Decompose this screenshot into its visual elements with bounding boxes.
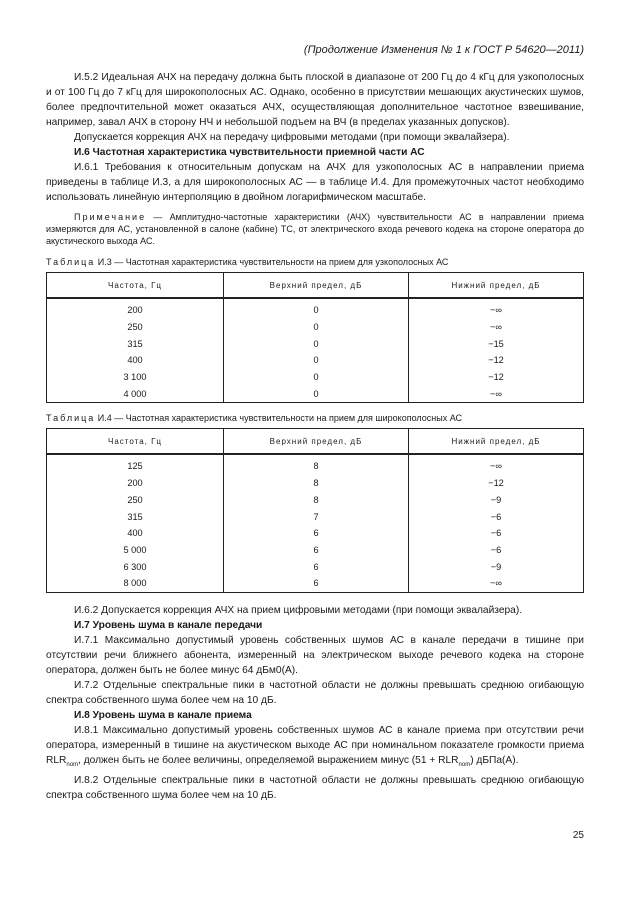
cell: 0 <box>224 319 409 336</box>
cell: 200 <box>47 298 224 319</box>
table-i-4-caption <box>46 413 584 423</box>
cell: −∞ <box>409 575 584 592</box>
subscript-nom: nom <box>458 761 471 768</box>
cell: −12 <box>409 475 584 492</box>
column-header-lower-limit: Нижний предел, дБ <box>409 429 584 455</box>
cell: 0 <box>224 369 409 386</box>
cell: 0 <box>224 335 409 352</box>
cell: −12 <box>409 352 584 369</box>
table-row <box>47 542 584 559</box>
cell: 0 <box>224 385 409 402</box>
table-i-4 <box>46 428 584 593</box>
cell: −6 <box>409 525 584 542</box>
paragraph-i-6-1: И.6.1 Требования к относительным допускам на АЧХ для узкополосных АС в направлении приема приведены в таблице И.3, а для широкополосных АС — в таблице И.4. Для промежуточных частот необходимо использовать линейную интерполяцию в двойном логарифмическом масштабе. <box>46 162 584 203</box>
p7-part-b: , должен быть не более величины, определяемой выражением минус (51 + RLR <box>78 754 459 766</box>
cell: −6 <box>409 542 584 559</box>
table-row <box>47 319 584 336</box>
table-row <box>47 525 584 542</box>
cell: 6 <box>224 575 409 592</box>
cell: 8 000 <box>47 575 224 592</box>
paragraph-i-8-1 <box>46 723 584 773</box>
column-header-upper-limit: Верхний предел, дБ <box>224 429 409 455</box>
heading-i-8: И.8 Уровень шума в канале приема <box>74 709 252 721</box>
cell: 400 <box>47 525 224 542</box>
paragraph-correction-tx: Допускается коррекция АЧХ на передачу цифровыми методами (при помощи эквалайзера). <box>74 132 510 143</box>
table-row <box>47 492 584 509</box>
cell: 6 <box>224 558 409 575</box>
table-row <box>47 335 584 352</box>
table-row <box>47 385 584 402</box>
running-header: (Продолжение Изменения № 1 к ГОСТ Р 54620—2011) <box>303 44 584 56</box>
cell: 8 <box>224 475 409 492</box>
table-label: Таблица <box>46 413 96 424</box>
cell: 8 <box>224 454 409 475</box>
table-row <box>47 454 584 475</box>
cell: −9 <box>409 492 584 509</box>
cell: −9 <box>409 558 584 575</box>
cell: 0 <box>224 298 409 319</box>
cell: −6 <box>409 508 584 525</box>
column-header-frequency: Частота, Гц <box>47 273 224 299</box>
table-row <box>47 369 584 386</box>
cell: 400 <box>47 352 224 369</box>
cell: 200 <box>47 475 224 492</box>
cell: 315 <box>47 508 224 525</box>
cell: −∞ <box>409 385 584 402</box>
cell: 0 <box>224 352 409 369</box>
note-text: — Амплитудно-частотные характеристики (АЧХ) чувствительности АС в направлении приема измеряются для АС, установленной в салоне (кабине) ТС, от электрического входа речевого кодека на стороне оператора до акустического выхода АС. <box>46 212 584 246</box>
cell: 6 <box>224 542 409 559</box>
cell: −∞ <box>409 454 584 475</box>
column-header-upper-limit: Верхний предел, дБ <box>224 273 409 299</box>
page-number: 25 <box>572 830 584 841</box>
document-page <box>46 44 584 803</box>
table-row <box>47 558 584 575</box>
paragraph-i-6-2: И.6.2 Допускается коррекция АЧХ на прием цифровыми методами (при помощи эквалайзера). <box>74 604 523 616</box>
cell: 315 <box>47 335 224 352</box>
table-row <box>47 298 584 319</box>
cell: 3 100 <box>47 369 224 386</box>
cell: 6 <box>224 525 409 542</box>
p7-part-a: И.8.1 Максимально допустимый уровень собственных шумов АС в канале приема при отсутствии речи оператора, измеренный в тишине на акустическом выходе АС при номинальном показателе громкости приема RLR <box>46 724 584 766</box>
cell: 250 <box>47 492 224 509</box>
cell: 125 <box>47 454 224 475</box>
cell: −12 <box>409 369 584 386</box>
table-row <box>47 352 584 369</box>
cell: 8 <box>224 492 409 509</box>
table-i-3 <box>46 272 584 403</box>
heading-i-6: И.6 Частотная характеристика чувствительности приемной части АС <box>74 147 425 158</box>
subscript-nom: nom <box>66 761 79 768</box>
cell: 250 <box>47 319 224 336</box>
paragraph-i-5-2: И.5.2 Идеальная АЧХ на передачу должна быть плоской в диапазоне от 200 Гц до 4 кГц для узкополосных и от 100 Гц до 7 кГц для широкополосных АС. Однако, особенно в присутствии мешающих акустических шумов, более предпочтительной может оказаться АЧХ, осуществляющая дополнительное частотное взвешивание, например, завал АЧХ в сторону НЧ и небольшой подъем на ВЧ (в пределах указанных допусков). <box>46 72 584 128</box>
paragraph-i-7-2: И.7.2 Отдельные спектральные пики в частотной области не должны превышать среднюю огибающую спектра собственного шума более чем на 10 дБ. <box>46 679 584 706</box>
paragraph-i-8-2: И.8.2 Отдельные спектральные пики в частотной области не должны превышать среднюю огибающую спектра собственного шума более чем на 10 дБ. <box>46 774 584 801</box>
table-row <box>47 475 584 492</box>
cell: 7 <box>224 508 409 525</box>
heading-i-7: И.7 Уровень шума в канале передачи <box>74 619 263 631</box>
p7-part-c: ) дБПа(А). <box>470 754 519 766</box>
cell: −15 <box>409 335 584 352</box>
cell: −∞ <box>409 298 584 319</box>
note <box>46 211 584 247</box>
table-i-3-caption <box>46 257 584 267</box>
table-i-4-title: И.4 — Частотная характеристика чувствительности на прием для широкополосных АС <box>95 413 463 424</box>
paragraph-i-7-1: И.7.1 Максимально допустимый уровень собственных шумов АС в канале передачи в тишине при отсутствии речи ближнего абонента, измеренный на электрическом выходе речевого кодека на стороне оператора, должен быть не более минус 64 дБм0(А). <box>46 634 584 676</box>
note-label: Примечание <box>74 212 147 222</box>
table-row <box>47 508 584 525</box>
column-header-lower-limit: Нижний предел, дБ <box>409 273 584 299</box>
table-i-3-title: И.3 — Частотная характеристика чувствительности на прием для узкополосных АС <box>95 257 449 267</box>
cell: 4 000 <box>47 385 224 402</box>
cell: 5 000 <box>47 542 224 559</box>
column-header-frequency: Частота, Гц <box>47 429 224 455</box>
table-label: Таблица <box>46 257 96 267</box>
cell: 6 300 <box>47 558 224 575</box>
table-row <box>47 575 584 592</box>
cell: −∞ <box>409 319 584 336</box>
